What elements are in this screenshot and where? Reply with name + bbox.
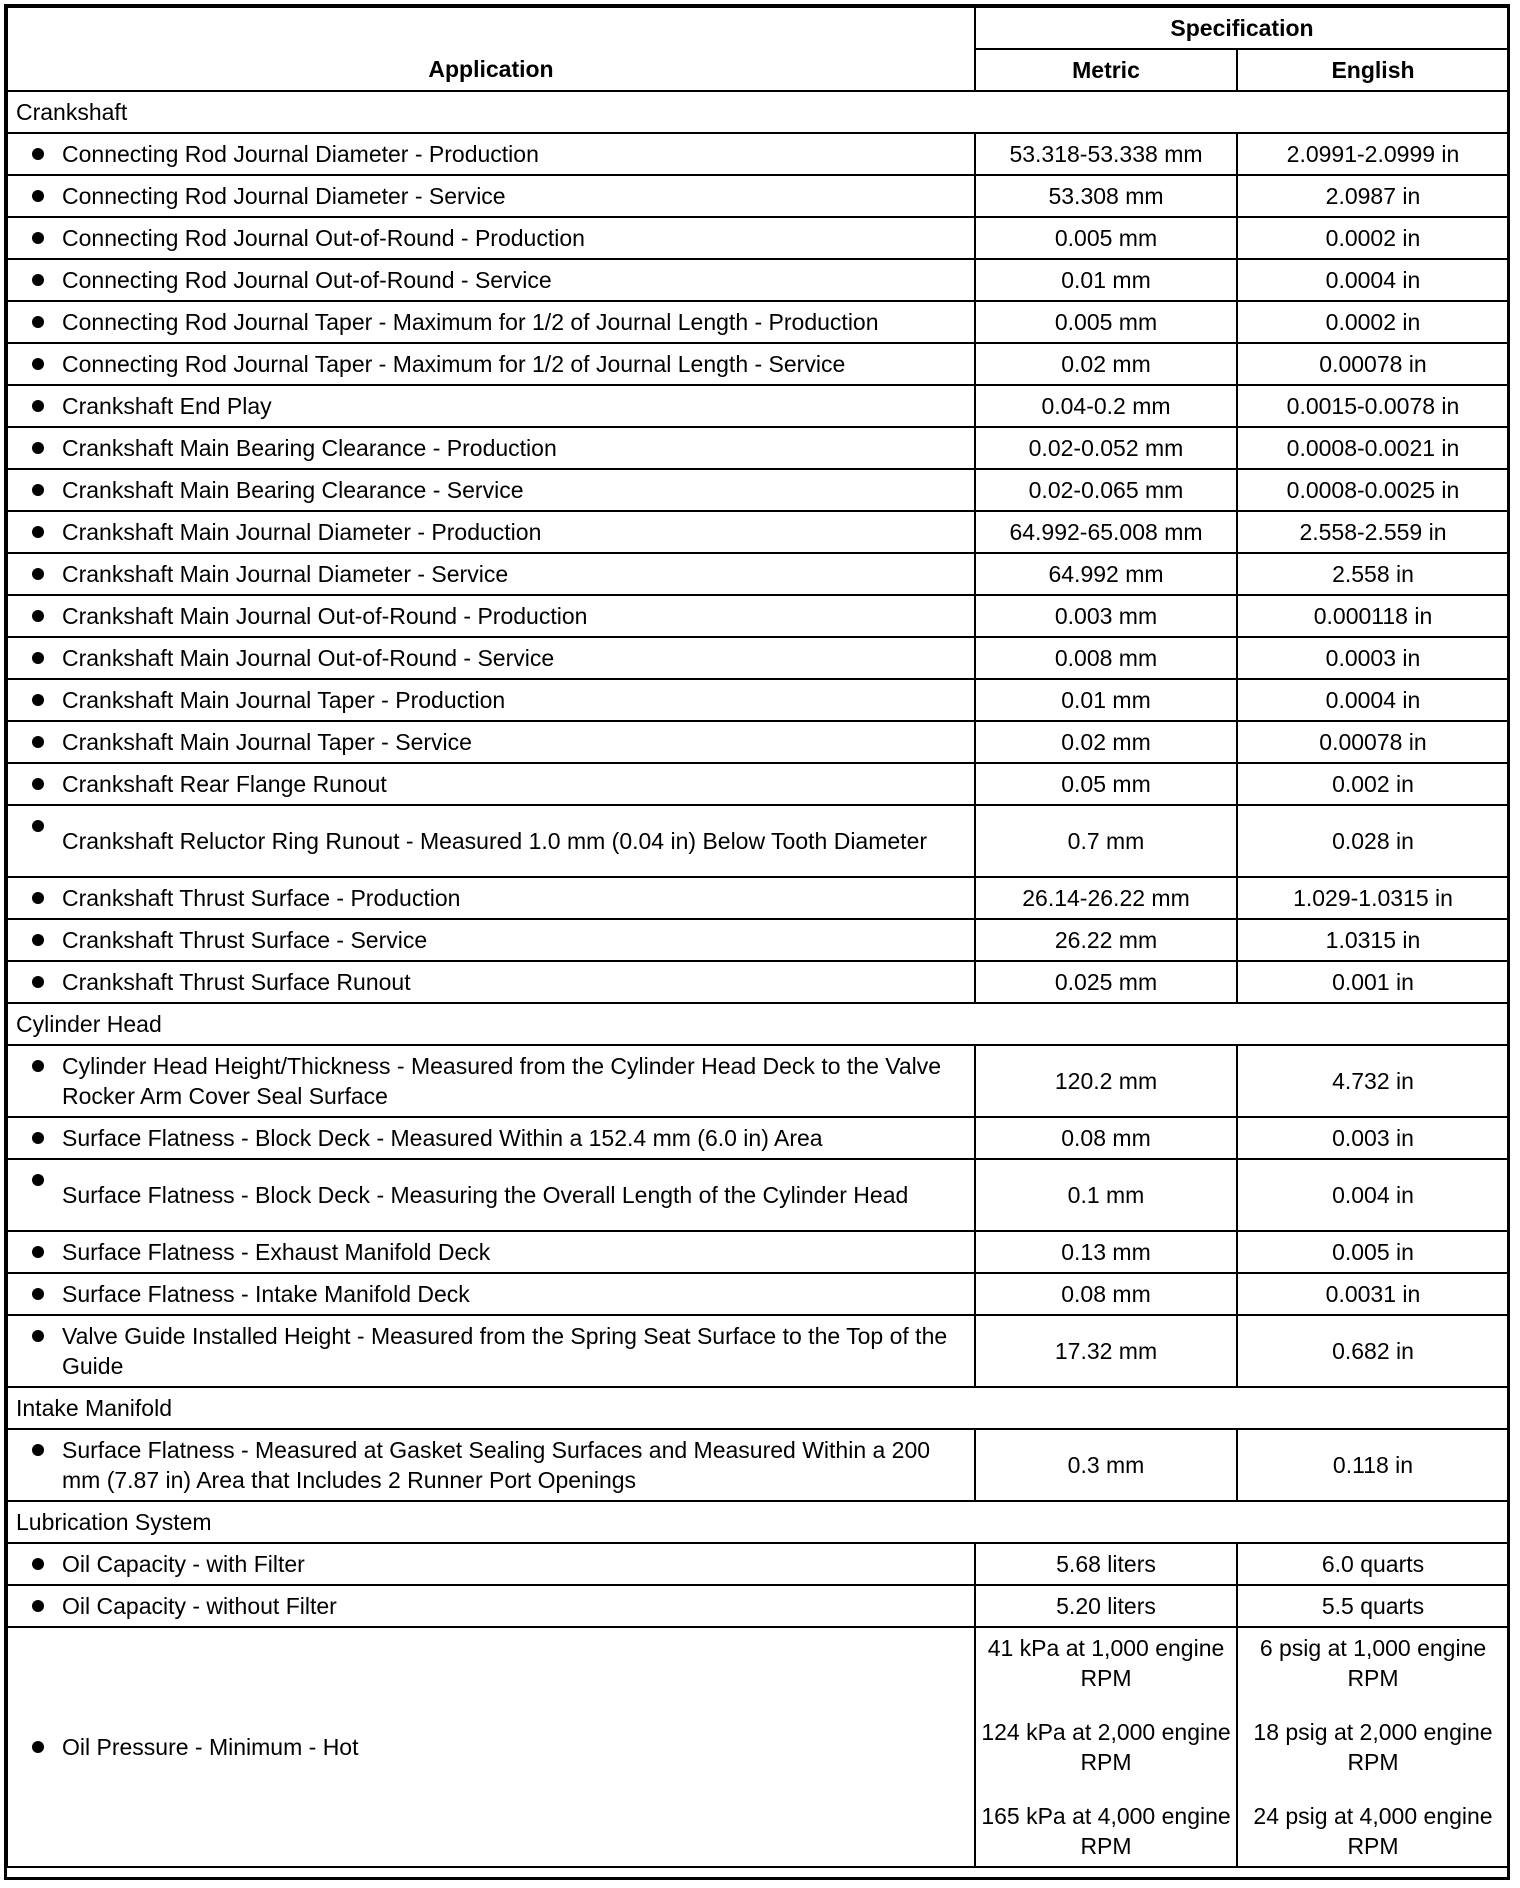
bullet-icon — [32, 148, 44, 160]
metric-value: 0.7 mm — [975, 805, 1237, 877]
application-text: Crankshaft Main Journal Out-of-Round - Service — [62, 645, 555, 671]
application-text: Surface Flatness - Block Deck - Measuring the Overall Length of the Cylinder Head — [62, 1182, 909, 1208]
bullet-icon — [32, 892, 44, 904]
table-row — [7, 721, 1509, 763]
metric-value: 0.08 mm — [975, 1273, 1237, 1315]
metric-value: 0.02-0.065 mm — [975, 469, 1237, 511]
bullet-icon — [32, 820, 44, 832]
table-row — [7, 301, 1509, 343]
application-cell — [7, 877, 975, 919]
table-row — [7, 763, 1509, 805]
table-row — [7, 877, 1509, 919]
application-header: Application — [7, 7, 975, 91]
application-cell — [7, 301, 975, 343]
metric-value: 124 kPa at 2,000 engine RPM — [981, 1719, 1231, 1775]
metric-value: 26.14-26.22 mm — [975, 877, 1237, 919]
english-value: 2.0987 in — [1237, 175, 1509, 217]
application-cell — [7, 919, 975, 961]
application-text: Surface Flatness - Intake Manifold Deck — [62, 1281, 470, 1307]
bullet-icon — [32, 316, 44, 328]
application-cell — [7, 805, 975, 877]
application-text: Connecting Rod Journal Taper - Maximum for 1/2 of Journal Length - Production — [62, 309, 879, 335]
application-text: Crankshaft Thrust Surface - Service — [62, 927, 428, 953]
english-value: 0.0004 in — [1237, 259, 1509, 301]
application-text: Surface Flatness - Exhaust Manifold Deck — [62, 1239, 491, 1265]
metric-value: 0.3 mm — [975, 1429, 1237, 1501]
bullet-icon — [32, 652, 44, 664]
metric-value: 64.992-65.008 mm — [975, 511, 1237, 553]
table-row — [7, 553, 1509, 595]
application-cell — [7, 1429, 975, 1501]
metric-value: 0.008 mm — [975, 637, 1237, 679]
application-cell — [7, 1273, 975, 1315]
metric-header: Metric — [975, 49, 1237, 91]
metric-value: 26.22 mm — [975, 919, 1237, 961]
table-row — [7, 1543, 1509, 1585]
section-title: Lubrication System — [7, 1501, 1509, 1543]
english-value: 0.0002 in — [1237, 217, 1509, 259]
bullet-icon — [32, 1444, 44, 1456]
table-row — [7, 595, 1509, 637]
application-text: Connecting Rod Journal Diameter - Production — [62, 141, 539, 167]
english-value: 1.029-1.0315 in — [1237, 877, 1509, 919]
application-cell — [7, 385, 975, 427]
section-title: Crankshaft — [7, 91, 1509, 133]
english-value: 0.002 in — [1237, 763, 1509, 805]
application-cell — [7, 1543, 975, 1585]
bullet-icon — [32, 442, 44, 454]
bullet-icon — [32, 694, 44, 706]
table-row — [7, 133, 1509, 175]
english-value: 6.0 quarts — [1237, 1543, 1509, 1585]
table-row — [7, 1585, 1509, 1627]
english-value: 0.0003 in — [1237, 637, 1509, 679]
application-cell — [7, 217, 975, 259]
english-value: 4.732 in — [1237, 1045, 1509, 1117]
english-value: 0.00078 in — [1237, 343, 1509, 385]
table-row — [7, 1315, 1509, 1387]
application-text: Crankshaft Main Journal Out-of-Round - Production — [62, 603, 588, 629]
bullet-icon — [32, 400, 44, 412]
bullet-icon — [32, 610, 44, 622]
metric-value: 53.308 mm — [975, 175, 1237, 217]
application-text: Surface Flatness - Block Deck - Measured Within a 152.4 mm (6.0 in) Area — [62, 1125, 823, 1151]
application-text: Connecting Rod Journal Diameter - Service — [62, 183, 506, 209]
metric-value: 0.005 mm — [975, 217, 1237, 259]
application-cell — [7, 595, 975, 637]
bullet-icon — [32, 778, 44, 790]
table-header — [7, 7, 1509, 91]
english-value: 5.5 quarts — [1237, 1585, 1509, 1627]
english-value: 2.0991-2.0999 in — [1237, 133, 1509, 175]
english-value: 6 psig at 1,000 engine RPM — [1259, 1635, 1487, 1691]
metric-value: 0.02-0.052 mm — [975, 427, 1237, 469]
table-row — [7, 961, 1509, 1003]
application-text: Crankshaft Main Bearing Clearance - Production — [62, 435, 557, 461]
table-row — [7, 175, 1509, 217]
bullet-icon — [32, 1246, 44, 1258]
table-row — [7, 1231, 1509, 1273]
application-text: Surface Flatness - Measured at Gasket Sealing Surfaces and Measured Within a 200 mm (7.87 in) Area that Includes 2 Runner Port Openings — [62, 1437, 931, 1493]
english-value: 2.558-2.559 in — [1237, 511, 1509, 553]
english-value: 0.118 in — [1237, 1429, 1509, 1501]
english-value: 0.001 in — [1237, 961, 1509, 1003]
application-cell — [7, 961, 975, 1003]
english-value: 0.0015-0.0078 in — [1237, 385, 1509, 427]
application-text: Crankshaft Main Journal Taper - Service — [62, 729, 472, 755]
metric-value: 165 kPa at 4,000 engine RPM — [981, 1803, 1231, 1859]
metric-value: 0.01 mm — [975, 679, 1237, 721]
application-text: Connecting Rod Journal Out-of-Round - Service — [62, 267, 552, 293]
application-text: Crankshaft End Play — [62, 393, 272, 419]
bullet-icon — [32, 934, 44, 946]
english-value: 0.0002 in — [1237, 301, 1509, 343]
specification-header: Specification — [975, 7, 1509, 49]
metric-value: 0.01 mm — [975, 259, 1237, 301]
bullet-icon — [32, 526, 44, 538]
english-value: 0.004 in — [1237, 1159, 1509, 1231]
application-text: Crankshaft Main Journal Diameter - Service — [62, 561, 509, 587]
metric-value: 120.2 mm — [975, 1045, 1237, 1117]
application-text: Crankshaft Thrust Surface Runout — [62, 969, 411, 995]
application-cell — [7, 343, 975, 385]
metric-value: 0.005 mm — [975, 301, 1237, 343]
application-cell — [7, 133, 975, 175]
application-text: Valve Guide Installed Height - Measured from the Spring Seat Surface to the Top of the Guide — [62, 1323, 948, 1379]
section-row — [7, 1387, 1509, 1429]
table-row — [7, 1273, 1509, 1315]
english-value: 0.682 in — [1237, 1315, 1509, 1387]
application-cell — [7, 175, 975, 217]
table-row — [7, 1045, 1509, 1117]
table-row — [7, 427, 1509, 469]
bullet-icon — [32, 232, 44, 244]
bullet-icon — [32, 358, 44, 370]
application-text: Crankshaft Main Journal Taper - Production — [62, 687, 506, 713]
english-value: 0.0031 in — [1237, 1273, 1509, 1315]
application-cell — [7, 637, 975, 679]
table-row — [7, 343, 1509, 385]
table-row — [7, 637, 1509, 679]
metric-value: 0.05 mm — [975, 763, 1237, 805]
table-row — [7, 919, 1509, 961]
application-text: Crankshaft Reluctor Ring Runout - Measured 1.0 mm (0.04 in) Below Tooth Diameter — [62, 828, 928, 854]
bullet-icon — [32, 1174, 44, 1186]
section-title: Intake Manifold — [7, 1387, 1509, 1429]
application-cell — [7, 427, 975, 469]
specification-table — [6, 6, 1510, 1868]
english-value: 0.0008-0.0021 in — [1237, 427, 1509, 469]
application-text: Crankshaft Main Journal Diameter - Production — [62, 519, 542, 545]
metric-value: 0.08 mm — [975, 1117, 1237, 1159]
application-cell — [7, 259, 975, 301]
metric-value: 5.20 liters — [975, 1585, 1237, 1627]
english-value: 0.005 in — [1237, 1231, 1509, 1273]
english-value: 0.00078 in — [1237, 721, 1509, 763]
table-row — [7, 217, 1509, 259]
bullet-icon — [32, 190, 44, 202]
english-value: 0.003 in — [1237, 1117, 1509, 1159]
metric-value: 17.32 mm — [975, 1315, 1237, 1387]
section-row — [7, 1501, 1509, 1543]
english-value: 24 psig at 4,000 engine RPM — [1253, 1803, 1493, 1859]
bullet-icon — [32, 1288, 44, 1300]
metric-value: 0.04-0.2 mm — [975, 385, 1237, 427]
table-row — [7, 469, 1509, 511]
application-text: Oil Pressure - Minimum - Hot — [62, 1734, 359, 1760]
application-cell — [7, 1045, 975, 1117]
metric-value: 0.02 mm — [975, 721, 1237, 763]
application-cell — [7, 763, 975, 805]
metric-value: 5.68 liters — [975, 1543, 1237, 1585]
application-cell — [7, 1159, 975, 1231]
application-cell — [7, 1585, 975, 1627]
application-cell — [7, 553, 975, 595]
table-row — [7, 1429, 1509, 1501]
table-row — [7, 1159, 1509, 1231]
metric-value: 53.318-53.338 mm — [975, 133, 1237, 175]
table-row — [7, 805, 1509, 877]
metric-value: 0.02 mm — [975, 343, 1237, 385]
application-text: Cylinder Head Height/Thickness - Measured from the Cylinder Head Deck to the Valve Rocker Arm Cover Seal Surface — [62, 1053, 942, 1109]
bullet-icon — [32, 568, 44, 580]
english-header: English — [1237, 49, 1509, 91]
table-row — [7, 1117, 1509, 1159]
section-row — [7, 91, 1509, 133]
english-value: 0.000118 in — [1237, 595, 1509, 637]
application-cell — [7, 1231, 975, 1273]
bullet-icon — [32, 1060, 44, 1072]
bullet-icon — [32, 1132, 44, 1144]
application-text: Crankshaft Rear Flange Runout — [62, 771, 387, 797]
bullet-icon — [32, 484, 44, 496]
application-cell — [7, 1117, 975, 1159]
application-text: Crankshaft Main Bearing Clearance - Service — [62, 477, 524, 503]
application-cell — [7, 721, 975, 763]
application-cell — [7, 1627, 975, 1867]
english-value: 2.558 in — [1237, 553, 1509, 595]
bullet-icon — [32, 274, 44, 286]
table-row — [7, 679, 1509, 721]
metric-value: 0.13 mm — [975, 1231, 1237, 1273]
table-row — [7, 259, 1509, 301]
bullet-icon — [32, 736, 44, 748]
bullet-icon — [32, 976, 44, 988]
english-value: 0.0004 in — [1237, 679, 1509, 721]
section-row — [7, 1003, 1509, 1045]
application-cell — [7, 1315, 975, 1387]
bullet-icon — [32, 1600, 44, 1612]
application-text: Oil Capacity - without Filter — [62, 1593, 337, 1619]
english-value: 1.0315 in — [1237, 919, 1509, 961]
english-value-list — [1237, 1627, 1509, 1867]
english-value: 0.028 in — [1237, 805, 1509, 877]
application-cell — [7, 679, 975, 721]
english-value: 0.0008-0.0025 in — [1237, 469, 1509, 511]
metric-value: 0.1 mm — [975, 1159, 1237, 1231]
application-text: Connecting Rod Journal Out-of-Round - Production — [62, 225, 585, 251]
metric-value: 0.003 mm — [975, 595, 1237, 637]
application-text: Crankshaft Thrust Surface - Production — [62, 885, 461, 911]
table-row — [7, 385, 1509, 427]
metric-value: 0.025 mm — [975, 961, 1237, 1003]
metric-value: 64.992 mm — [975, 553, 1237, 595]
application-text: Connecting Rod Journal Taper - Maximum for 1/2 of Journal Length - Service — [62, 351, 846, 377]
english-value: 18 psig at 2,000 engine RPM — [1253, 1719, 1493, 1775]
table-row — [7, 511, 1509, 553]
metric-value-list — [975, 1627, 1237, 1867]
table-body — [7, 91, 1509, 1867]
metric-value: 41 kPa at 1,000 engine RPM — [987, 1635, 1225, 1691]
application-cell — [7, 511, 975, 553]
section-title: Cylinder Head — [7, 1003, 1509, 1045]
bullet-icon — [32, 1558, 44, 1570]
bullet-icon — [32, 1741, 44, 1753]
application-text: Oil Capacity - with Filter — [62, 1551, 305, 1577]
table-row-oil-pressure — [7, 1627, 1509, 1867]
bullet-icon — [32, 1330, 44, 1342]
application-cell — [7, 469, 975, 511]
